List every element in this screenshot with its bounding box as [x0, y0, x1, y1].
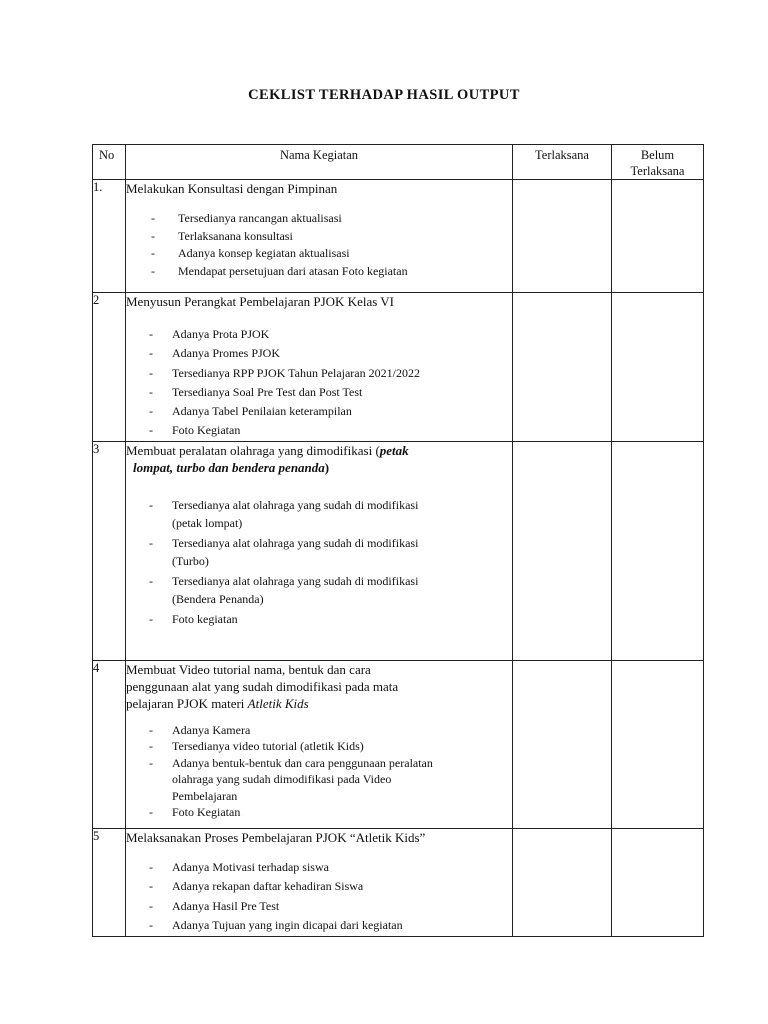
not-done-cell[interactable] [612, 293, 704, 442]
header-no: No [93, 145, 126, 180]
list-item-line: (Turbo) [172, 554, 209, 569]
activity-title [126, 661, 512, 712]
activity-title-emphasis: Atletik Kids [247, 695, 309, 711]
list-item-line: Foto kegiatan [172, 611, 238, 626]
list-item: - Mendapat persetujuan dari atasan Foto kegiatan [126, 263, 512, 281]
header-done: Terlaksana [513, 145, 612, 180]
done-cell[interactable] [513, 828, 612, 936]
output-list [126, 722, 512, 821]
list-item-line: Pembelajaran [172, 788, 238, 803]
activity-title: Melaksanakan Proses Pembelajaran PJOK “Atletik Kids” [126, 829, 426, 845]
list-item [126, 496, 512, 533]
activity-cell [126, 660, 513, 828]
list-item: - Adanya rekapan daftar kehadiran Siswa [126, 877, 512, 897]
list-item: - Tersedianya Soal Pre Test dan Post Test [126, 383, 512, 402]
not-done-cell[interactable] [612, 441, 704, 660]
list-item: - Foto Kegiatan [126, 421, 512, 440]
table-row [93, 441, 704, 660]
row-number: 4 [93, 660, 126, 828]
activity-title: Melakukan Konsultasi dengan Pimpinan [126, 181, 338, 196]
list-item [126, 722, 512, 739]
list-item [126, 755, 512, 805]
list-item: - Terlaksanana konsultasi [126, 228, 512, 246]
list-item-line: Adanya bentuk-bentuk dan cara penggunaan peralatan [172, 755, 433, 770]
list-item-line: Tersedianya alat olahraga yang sudah di modifikasi [172, 573, 419, 588]
done-cell[interactable] [513, 293, 612, 442]
list-item-line: (Bendera Penanda) [172, 592, 264, 607]
activity-title-part: Membuat peralatan olahraga yang dimodifikasi ( [126, 442, 380, 458]
list-item-line: Foto Kegiatan [172, 805, 241, 820]
activity-cell [126, 293, 513, 442]
list-item-line: (petak lompat) [172, 516, 243, 531]
list-item: - Adanya Tujuan yang ingin dicapai dari kegiatan [126, 916, 512, 936]
list-item: - Adanya Motivasi terhadap siswa [126, 858, 512, 878]
list-item: - Tersedianya RPP PJOK Tahun Pelajaran 2021/2022 [126, 364, 512, 383]
list-item [126, 738, 512, 755]
output-list [126, 325, 512, 441]
list-item: - Adanya Hasil Pre Test [126, 897, 512, 917]
list-item: - Adanya Promes PJOK [126, 344, 512, 363]
list-item [126, 804, 512, 821]
table-row [93, 293, 704, 442]
table-row [93, 180, 704, 293]
activity-title-part: ) [324, 459, 330, 475]
row-number: 5 [93, 828, 126, 936]
document-title: CEKLIST TERHADAP HASIL OUTPUT [248, 87, 520, 103]
list-item [126, 610, 512, 629]
activity-cell [126, 441, 513, 660]
activity-title-emphasis: lompat, turbo dan bendera penanda [133, 459, 325, 475]
list-item: - Tersedianya rancangan aktualisasi [126, 210, 512, 228]
not-done-cell[interactable] [612, 828, 704, 936]
table-row [93, 828, 704, 936]
activity-title-line: penggunaan alat yang sudah dimodifikasi pada mata [126, 678, 399, 694]
not-done-cell[interactable] [612, 660, 704, 828]
row-number: 1. [93, 180, 126, 293]
done-cell[interactable] [513, 660, 612, 828]
list-item-line: Tersedianya alat olahraga yang sudah di modifikasi [172, 497, 419, 512]
list-item-line: olahraga yang sudah dimodifikasi pada Video [172, 772, 392, 787]
activity-cell [126, 828, 513, 936]
table-header-row [93, 145, 704, 180]
list-item-line: Tersedianya video tutorial (atletik Kids) [172, 739, 364, 754]
list-item-line: Tersedianya alat olahraga yang sudah di modifikasi [172, 535, 419, 550]
list-item [126, 534, 512, 571]
row-number: 3 [93, 441, 126, 660]
header-not-done-line1: Belum [640, 148, 675, 162]
checklist-table [92, 144, 704, 937]
list-item: - Adanya konsep kegiatan aktualisasi [126, 245, 512, 263]
list-item-line: Adanya Kamera [172, 722, 251, 737]
output-list [126, 858, 512, 936]
not-done-cell[interactable] [612, 180, 704, 293]
activity-title-line: Membuat Video tutorial nama, bentuk dan cara [126, 661, 371, 677]
output-list [126, 496, 512, 629]
done-cell[interactable] [513, 441, 612, 660]
header-not-done [612, 145, 704, 180]
activity-title [126, 442, 512, 476]
list-item: - Adanya Tabel Penilaian keterampilan [126, 402, 512, 421]
activity-cell [126, 180, 513, 293]
done-cell[interactable] [513, 180, 612, 293]
list-item: - Adanya Prota PJOK [126, 325, 512, 344]
output-list [126, 210, 512, 280]
row-number: 2 [93, 293, 126, 442]
activity-title-line: pelajaran PJOK materi [126, 695, 248, 711]
header-not-done-line2: Terlaksana [630, 164, 685, 178]
header-activity: Nama Kegiatan [126, 145, 513, 180]
list-item [126, 572, 512, 609]
activity-title-emphasis: petak [379, 442, 409, 458]
table-row [93, 660, 704, 828]
activity-title: Menyusun Perangkat Pembelajaran PJOK Kelas VI [126, 294, 395, 309]
